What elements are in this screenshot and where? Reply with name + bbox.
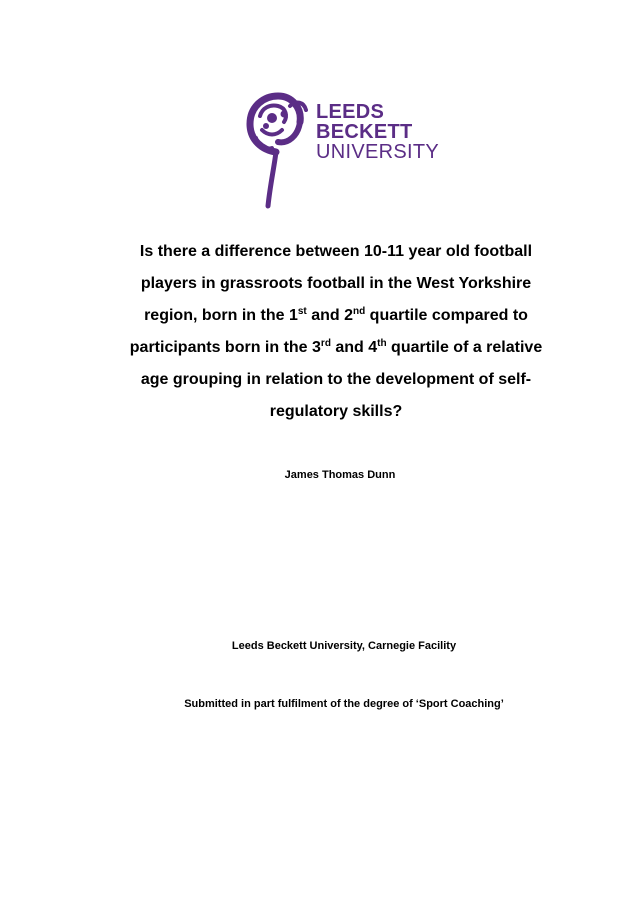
submission-statement: Submitted in part fulfilment of the degree of ‘Sport Coaching’ [184,698,504,710]
university-logo [232,86,452,210]
title-line: participants born in the 3rd and 4th quartile of a relative [129,338,543,356]
author-name: James Thomas Dunn [284,469,396,481]
ordinal-suffix: st [297,306,307,317]
ordinal-suffix: th [377,338,387,349]
dissertation-title [108,236,564,428]
title-line: players in grassroots football in the West Yorkshire [140,275,532,292]
ordinal-suffix: nd [353,306,366,317]
title-line: age grouping in relation to the development of self- [140,371,532,388]
ordinal-suffix: rd [320,338,331,349]
title-line: region, born in the 1st and 2nd quartile compared to [144,306,528,324]
leeds-beckett-emblem-icon [232,86,312,210]
title-line: Is there a difference between 10-11 year old football [139,243,533,260]
title-line: regulatory skills? [269,403,403,420]
logo-line-beckett: BECKETT [316,121,413,143]
logo-wordmark [316,102,439,162]
institution-name: Leeds Beckett University, Carnegie Facility [231,640,457,652]
logo-line-university: UNIVERSITY [316,141,440,163]
logo-line-leeds: LEEDS [316,101,385,123]
